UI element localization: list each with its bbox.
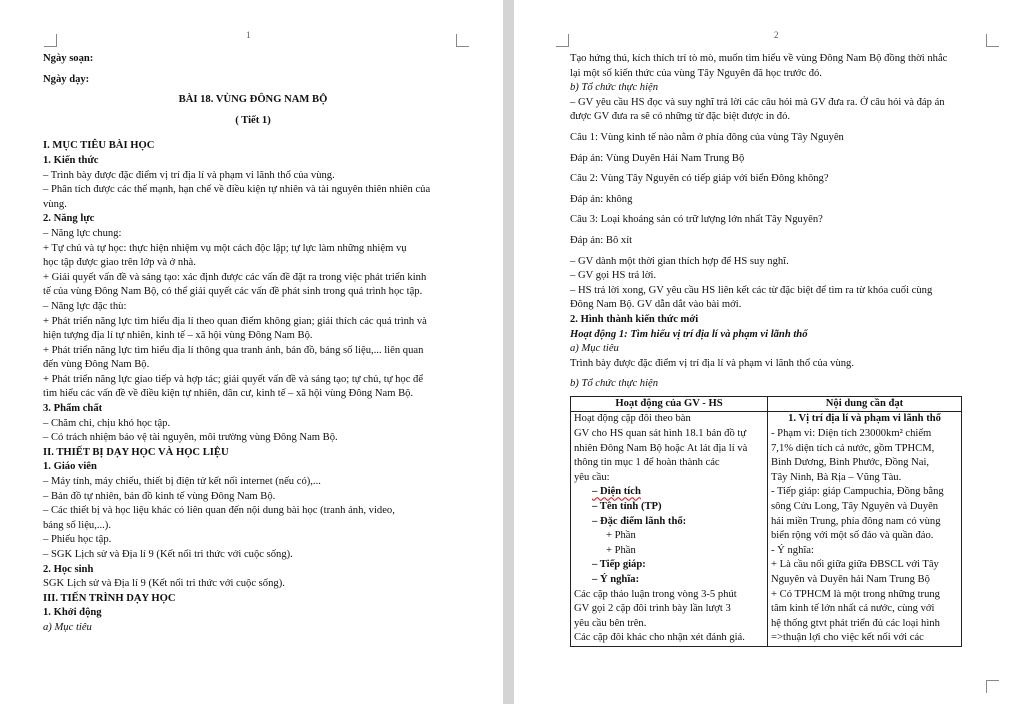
text-line: - Ý nghĩa:: [771, 544, 814, 556]
text-line: b) Tổ chức thực hiện: [570, 82, 659, 94]
text-line: Tạo hứng thú, kích thích trí tò mò, muốn tìm hiểu về vùng Đông Nam Bộ đồng thời nhắc: [570, 53, 948, 64]
page-1-body: [43, 52, 463, 636]
text-line: Bình Dương, Bình Phước, Đồng Nai,: [771, 457, 930, 469]
text-line: 2. Học sinh: [43, 563, 94, 575]
text-line: – Đặc điểm lãnh thổ:: [592, 515, 687, 527]
text-line: tế của vùng Đông Nam Bộ, có thể giải quyết các vấn đề phát sinh trong quá trình học tập.: [43, 286, 423, 298]
page-number: 1: [246, 30, 251, 40]
text-line: =>thuận lợi cho việc kết nối với các: [771, 632, 924, 644]
text-line: yêu cầu:: [574, 471, 610, 483]
text-line: thông tin mục 1 để hoàn thành các: [574, 457, 720, 469]
text-line: – GV dành một thời gian thích hợp để HS suy nghĩ.: [570, 255, 789, 267]
document-page-2: [514, 0, 1022, 704]
text-line: Câu 1: Vùng kinh tế nào nằm ở phía đông của vùng Tây Nguyên: [570, 131, 844, 143]
text-line: + Phát triển năng lực tìm hiểu địa lí thông qua tranh ảnh, bản đồ, bảng số liệu,... liên quan: [43, 344, 424, 356]
text-line: GV gọi 2 cặp đôi trình bày lần lượt 3: [574, 603, 731, 615]
text-line: + Phần: [606, 544, 636, 556]
text-line: – SGK Lịch sử và Địa lí 9 (Kết nối tri thức với cuộc sống).: [43, 549, 293, 560]
text-line: + Giải quyết vấn đề và sáng tạo: xác định được các vấn đề đặt ra trong việc phát triển kinh: [43, 271, 427, 283]
text-line: Câu 2: Vùng Tây Nguyên có tiếp giáp với biển Đông không?: [570, 173, 829, 185]
text-line: Các cặp thảo luận trong vòng 3-5 phút: [574, 588, 737, 600]
text-line: – Ý nghĩa:: [592, 574, 640, 585]
text-line: a) Mục tiêu: [43, 621, 92, 633]
text-line: đến vùng Đông Nam Bộ.: [43, 359, 150, 371]
text-line: – Phân tích được các thế mạnh, hạn chế về điều kiện tự nhiên và tài nguyên thiên nhiên của: [43, 184, 431, 196]
text-line: 1. Kiến thức: [43, 154, 99, 166]
text-line: sông Cửu Long, Tây Nguyên và Duyên: [771, 501, 939, 513]
text-line: Trình bày được đặc điểm vị trí địa lí và phạm vi lãnh thổ của vùng.: [570, 357, 854, 369]
text-line: biển rộng với một số đảo và quần đảo.: [771, 530, 934, 542]
text-line: GV cho HS quan sát hình 18.1 bản đồ tự: [574, 428, 747, 440]
text-line: – Tiếp giáp:: [592, 559, 646, 571]
text-line: Hoạt động cặp đôi theo bàn: [574, 413, 691, 425]
text-line: Các cặp đôi khác cho nhận xét đánh giá.: [574, 632, 745, 644]
text-line: – Máy tính, máy chiếu, thiết bị điện tử kết nối internet (nếu có),...: [43, 476, 321, 488]
margin-corner-mark: [456, 34, 469, 47]
text-line: II. THIẾT BỊ DẠY HỌC VÀ HỌC LIỆU: [43, 446, 229, 458]
text-line: Tây Ninh, Bà Rịa – Vũng Tàu.: [771, 471, 902, 483]
text-line: được GV đưa ra sẽ có những từ đặc biệt được in đỏ.: [570, 111, 791, 123]
text-line: 2. Năng lực: [43, 213, 95, 225]
text-line: + Tự chủ và tự học: thực hiện nhiệm vụ một cách độc lập; tự lực làm những nhiệm vụ: [43, 242, 407, 254]
text-line: Đáp án: Bô xít: [570, 234, 633, 246]
text-line: Hoạt động 1: Tìm hiểu vị trí địa lí và phạm vi lãnh thổ: [570, 328, 808, 340]
text-line: - Phạm vi: Diện tích 23000km² chiếm: [771, 428, 932, 440]
text-line: b) Tổ chức thực hiện: [570, 378, 659, 390]
text-line: SGK Lịch sử và Địa lí 9 (Kết nối tri thức với cuộc sống).: [43, 578, 285, 590]
text-line: 1. Khởi động: [43, 607, 102, 619]
text-line: tìm hiểu các vấn đề về điều kiện tự nhiên, dân cư, kinh tế – xã hội vùng Đông Nam Bộ.: [43, 388, 414, 400]
text-line: 2. Hình thành kiến thức mới: [570, 313, 699, 325]
text-line: nhiên Đông Nam Bộ hoặc At lát địa lí và: [574, 442, 748, 454]
text-line: a) Mục tiêu: [570, 343, 619, 355]
text-line: hải miền Trung, phía đông nam có vùng: [771, 515, 941, 527]
text-line: tâm kinh tế lớn nhất cả nước, cùng với: [771, 603, 935, 615]
text-line: – HS trả lời xong, GV yêu cầu HS liên kết các từ đặc biệt để tìm ra từ khóa cuối cùng: [570, 284, 933, 296]
text-line: – Phiếu học tập.: [43, 534, 112, 546]
text-line: – Chăm chỉ, chịu khó học tập.: [43, 417, 171, 429]
margin-corner-mark: [44, 34, 57, 47]
text-line: - Tiếp giáp: giáp Campuchia, Đồng bằng: [771, 486, 944, 498]
text-line: + Phần: [606, 530, 636, 542]
text-line: – GV yêu cầu HS đọc và suy nghĩ trả lời các câu hỏi mà GV đưa ra. Ở câu hỏi và đáp án: [570, 96, 945, 108]
document-page-1: [0, 0, 503, 704]
table-header-content: Nội dung cần đạt: [768, 396, 962, 412]
text-line: + Có TPHCM là một trong những trung: [771, 588, 940, 600]
text-line: – GV gọi HS trả lời.: [570, 270, 657, 282]
text-line: Câu 3: Loại khoáng sản có trữ lượng lớn nhất Tây Nguyên?: [570, 214, 823, 226]
margin-corner-mark: [556, 34, 569, 47]
text-line: hệ thống gtvt phát triển đủ các loại hình: [771, 617, 940, 629]
text-line: – Có trách nhiệm bảo vệ tài nguyên, môi trường vùng Đông Nam Bộ.: [43, 432, 338, 444]
text-line: 1. Giáo viên: [43, 461, 97, 473]
text-line: Ngày dạy:: [43, 73, 90, 85]
text-line: – Tên tỉnh (TP): [592, 501, 662, 513]
text-line: III. TIẾN TRÌNH DẠY HỌC: [43, 592, 176, 604]
text-line: Đông Nam Bộ. GV dẫn dắt vào bài mới.: [570, 299, 742, 311]
text-line: Nguyên và Duyên hải Nam Trung Bộ: [771, 574, 930, 585]
text-line: Đáp án: không: [570, 193, 633, 205]
activity-table: [570, 396, 962, 647]
text-line: yêu cầu bên trên.: [574, 617, 647, 629]
text-line: I. MỤC TIÊU BÀI HỌC: [43, 140, 155, 152]
text-line: 7,1% diện tích cả nước, gồm TPHCM,: [771, 442, 935, 454]
table-cell-activity: [571, 412, 768, 647]
text-line: – Trình bày được đặc điểm vị trí địa lí và phạm vi lãnh thổ của vùng.: [43, 169, 335, 181]
text-line: lại một số kiến thức của vùng Tây Nguyên đã học trước đó.: [570, 67, 822, 79]
text-line: hiện tượng địa lí tự nhiên, kinh tế – xã hội vùng Đông Nam Bộ.: [43, 330, 313, 342]
margin-corner-mark: [986, 34, 999, 47]
text-line: học tập được giao trên lớp và ở nhà.: [43, 257, 196, 269]
text-line: – Diện tích: [592, 486, 641, 498]
text-line: – Năng lực chung:: [43, 227, 122, 239]
table-header-activity: Hoạt động của GV - HS: [571, 396, 768, 412]
text-line: + Phát triển năng lực tìm hiểu địa lí theo quan điểm không gian; giải thích các quá trình và: [43, 315, 427, 327]
table-cell-content: [768, 412, 962, 647]
margin-corner-mark: [986, 680, 999, 693]
text-line: – Các thiết bị và học liệu khác có liên quan đến nội dung bài học (tranh ảnh, video,: [43, 505, 395, 517]
text-line: BÀI 18. VÙNG ĐÔNG NAM BỘ: [178, 94, 328, 106]
text-line: ( Tiết 1): [235, 114, 271, 126]
text-line: Ngày soạn:: [43, 53, 94, 64]
text-line: 3. Phẩm chất: [43, 403, 103, 415]
text-line: – Năng lực đặc thù:: [43, 300, 127, 312]
text-line: + Là cầu nối giữa giữa ĐBSCL với Tây: [771, 559, 939, 571]
text-line: 1. Vị trí địa lí và phạm vi lãnh thổ: [788, 413, 941, 425]
text-line: Đáp án: Vùng Duyên Hải Nam Trung Bộ: [570, 152, 745, 164]
text-line: vùng.: [43, 198, 67, 210]
text-line: + Phát triển năng lực giao tiếp và hợp tác; giải quyết vấn đề và sáng tạo; tự chủ, tự học để: [43, 373, 424, 385]
page-gap: [503, 0, 514, 704]
page-2-body: [570, 52, 970, 647]
page-number: 2: [774, 30, 779, 40]
text-line: bảng số liệu,...).: [43, 519, 111, 531]
text-line: – Bản đồ tự nhiên, bản đồ kinh tế vùng Đông Nam Bộ.: [43, 490, 276, 502]
